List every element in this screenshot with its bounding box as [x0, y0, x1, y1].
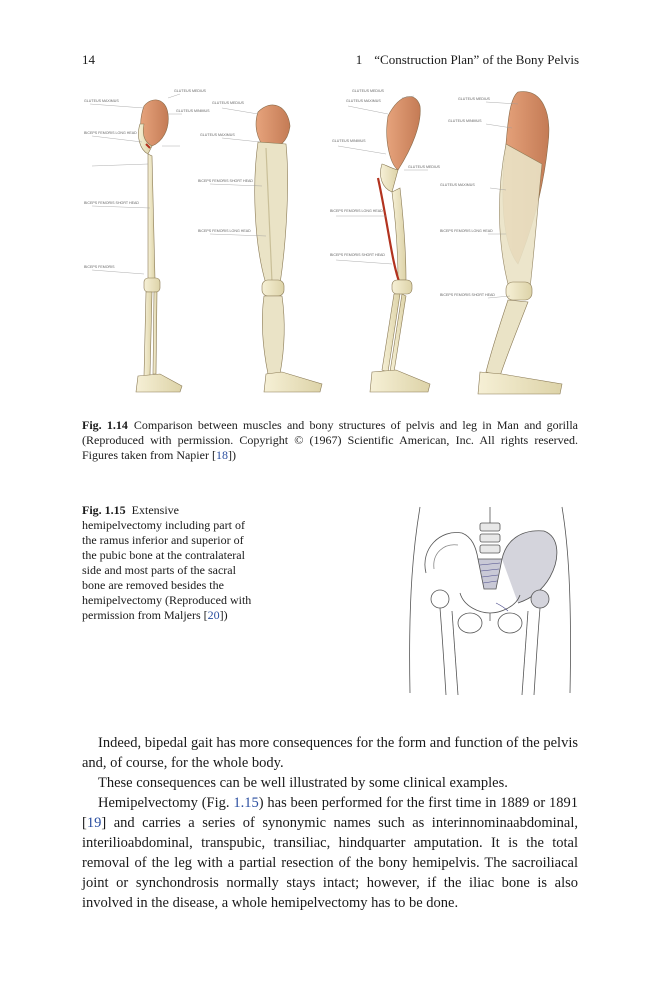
- label-gluteus-medius-3: GLUTEUS MEDIUS: [352, 89, 384, 93]
- paragraph-3: [82, 793, 578, 913]
- label-gluteus-medius-4: GLUTEUS MEDIUS: [458, 97, 490, 101]
- reference-link-20[interactable]: 20: [207, 608, 220, 622]
- label-biceps-short-4: BICEPS FEMORIS SHORT HEAD: [440, 293, 495, 297]
- label-gluteus-minimus-4: GLUTEUS MINIMUS: [448, 119, 482, 123]
- label-gluteus-medius-3b: GLUTEUS MEDIUS: [408, 165, 440, 169]
- figure-1-15-caption-end: ]): [219, 608, 228, 622]
- label-gluteus-minimus-1: GLUTEUS MINIMUS: [176, 109, 210, 113]
- gorilla-skeleton-leg: [330, 89, 441, 392]
- label-biceps-long-3: BICEPS FEMORIS LONG HEAD: [330, 209, 383, 213]
- label-biceps-long-2: BICEPS FEMORIS LONG HEAD: [198, 229, 251, 233]
- label-biceps-short-1: BICEPS FEMORIS SHORT HEAD: [84, 201, 139, 205]
- page-number: 14: [82, 52, 95, 67]
- label-gluteus-maximus-3: GLUTEUS MAXIMUS: [346, 99, 381, 103]
- human-skeleton-leg: [84, 89, 210, 392]
- paragraph-3-start: Hemipelvectomy (Fig.: [98, 795, 234, 811]
- figure-1-14-illustration: [82, 84, 578, 406]
- figure-link-1-15[interactable]: 1.15: [233, 795, 259, 811]
- label-biceps-short-3: BICEPS FEMORIS SHORT HEAD: [330, 253, 385, 257]
- figure-1-15-caption: [82, 503, 252, 623]
- human-muscled-leg: [198, 101, 322, 392]
- label-gluteus-medius-2: GLUTEUS MEDIUS: [212, 101, 244, 105]
- figure-1-14-caption: [82, 418, 578, 463]
- running-header: [356, 52, 579, 68]
- label-biceps-long-4: BICEPS FEMORIS LONG HEAD: [440, 229, 493, 233]
- reference-link-19[interactable]: 19: [86, 815, 102, 831]
- label-gluteus-maximus-4: GLUTEUS MAXIMUS: [440, 183, 475, 187]
- figure-1-15-label: Fig. 1.15: [82, 503, 126, 517]
- chapter-number: 1: [355, 52, 363, 67]
- gorilla-muscled-leg: [440, 92, 562, 394]
- chapter-title: “Construction Plan” of the Bony Pelvis: [374, 52, 579, 67]
- paragraph-3-end: ] and carries a series of synonymic names such as interinnominaabdominal, interilioabdominal, transpubic, transiliac, hindquarter amputation. It is the total removal of the leg with a partial resection of the bony hemipelvis. The sacroiliacal joint or synchondrosis normally stays intact; however, if the iliac bone is also involved in the disease, a whole hemipelvectomy has to be done.: [82, 815, 578, 911]
- label-gluteus-maximus-1: GLUTEUS MAXIMUS: [84, 99, 119, 103]
- label-gluteus-medius-1: GLUTEUS MEDIUS: [174, 89, 206, 93]
- paragraph-2: These consequences can be well illustrated by some clinical examples.: [98, 775, 508, 791]
- label-gluteus-minimus-3: GLUTEUS MINIMUS: [332, 139, 366, 143]
- reference-link-18[interactable]: 18: [215, 448, 228, 462]
- figure-1-15-illustration: [400, 503, 578, 697]
- paragraph-3-mid: ) has been performed for the first time in 1889 or 1891 [: [82, 795, 578, 831]
- label-biceps-short-2: BICEPS FEMORIS SHORT HEAD: [198, 179, 253, 183]
- body-text: [82, 733, 578, 913]
- label-biceps-femoris-1: BICEPS FEMORIS: [84, 265, 115, 269]
- label-gluteus-maximus-2: GLUTEUS MAXIMUS: [200, 133, 235, 137]
- figure-1-15-caption-text: Extensive hemipelvectomy including part of the ramus inferior and superior of the pubic bone at the contralateral side and most parts of the sacral bone are removed besides the hemipelvectomy (Reproduced with permission from Maljers [: [82, 503, 252, 622]
- label-biceps-long-1: BICEPS FEMORIS LONG HEAD: [84, 131, 137, 135]
- figure-1-14-caption-end: ]): [227, 448, 236, 462]
- figure-1-14-caption-text: Comparison between muscles and bony structures of pelvis and leg in Man and gorilla (Reproduced with permission. Copyright © (1967) Scientific American, Inc. All rights reserved. Figures taken from Napier [: [82, 418, 578, 462]
- paragraph-1: Indeed, bipedal gait has more consequences for the form and function of the pelvis and, of course, for the whole body.: [82, 735, 578, 771]
- figure-1-14-label: Fig. 1.14: [82, 418, 128, 432]
